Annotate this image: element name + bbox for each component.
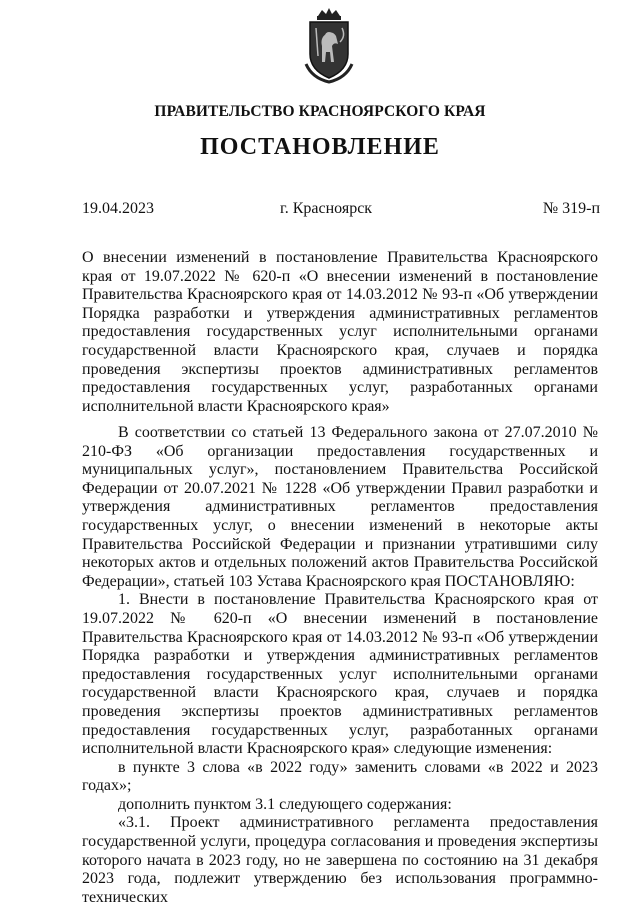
- clause-3-1-paragraph: «3.1. Проект административного регламента предоставления государственной услуги, процедура согласования и проведения экспертизы которого начата в 2023 году, но не завершена по состоянию на 31 декабря 2023 года, подлежит утверждению без использования программно-технических: [82, 814, 598, 906]
- item-1-paragraph: 1. Внести в постановление Правительства Красноярского края от 19.07.2022 № 620-п «О внесении изменений в постановление Правительства Красноярского края от 14.03.2012 № 93-п «Об утверждении Порядка разработки и утверждения административных регламентов предоставления государственных услуг исполнительными органами государственной власти Красноярского края, случаев и порядка проведения экспертизы проектов административных регламентов предоставления государственных услуг, разработанных органами исполнительной власти Красноярского края» следующие изменения:: [82, 591, 598, 758]
- change-paragraph: в пункте 3 слова «в 2022 году» заменить словами «в 2022 и 2023 годах»;: [82, 758, 598, 795]
- document-number: № 319-п: [542, 200, 600, 217]
- addition-paragraph: дополнить пунктом 3.1 следующего содержания:: [118, 795, 452, 813]
- document-title: [82, 249, 598, 416]
- document-date: 19.04.2023: [82, 200, 154, 217]
- government-name: ПРАВИТЕЛЬСТВО КРАСНОЯРСКОГО КРАЯ: [154, 103, 486, 120]
- document-type: ПОСТАНОВЛЕНИЕ: [200, 134, 440, 160]
- preamble-paragraph: В соответствии со статьей 13 Федерального закона от 27.07.2010 № 210-ФЗ «Об организации предоставления государственных и муниципальных услуг», постановлением Правительства Российской Федерации от 20.07.2021 № 1228 «Об утверждении Правил разработки и утверждения административных регламентов предоставления государственных услуг, о внесении изменений в некоторые акты Правительства Российской Федерации и признании утратившими силу некоторых актов и отдельных положений актов Правительства Российской Федерации», статьей 103 Устава Красноярского края ПОСТАНОВЛЯЮ:: [82, 424, 598, 590]
- krasnoyarsk-coat-of-arms-icon: [298, 6, 360, 84]
- title-text: О внесении изменений в постановление Правительства Красноярского края от 19.07.2022 № 620-п «О внесении изменений в постановление Правительства Красноярского края от 14.03.2012 № 93-п «Об утверждении Порядка разработки и утверждения административных регламентов предоставления государственных услуг исполнительными органами государственной власти Красноярского края, случаев и порядка проведения экспертизы проектов административных регламентов предоставления государственных услуг, разработанных органами исполнительной власти Красноярского края»: [82, 249, 598, 415]
- document-body: [82, 424, 598, 907]
- document-city: г. Красноярск: [279, 200, 373, 217]
